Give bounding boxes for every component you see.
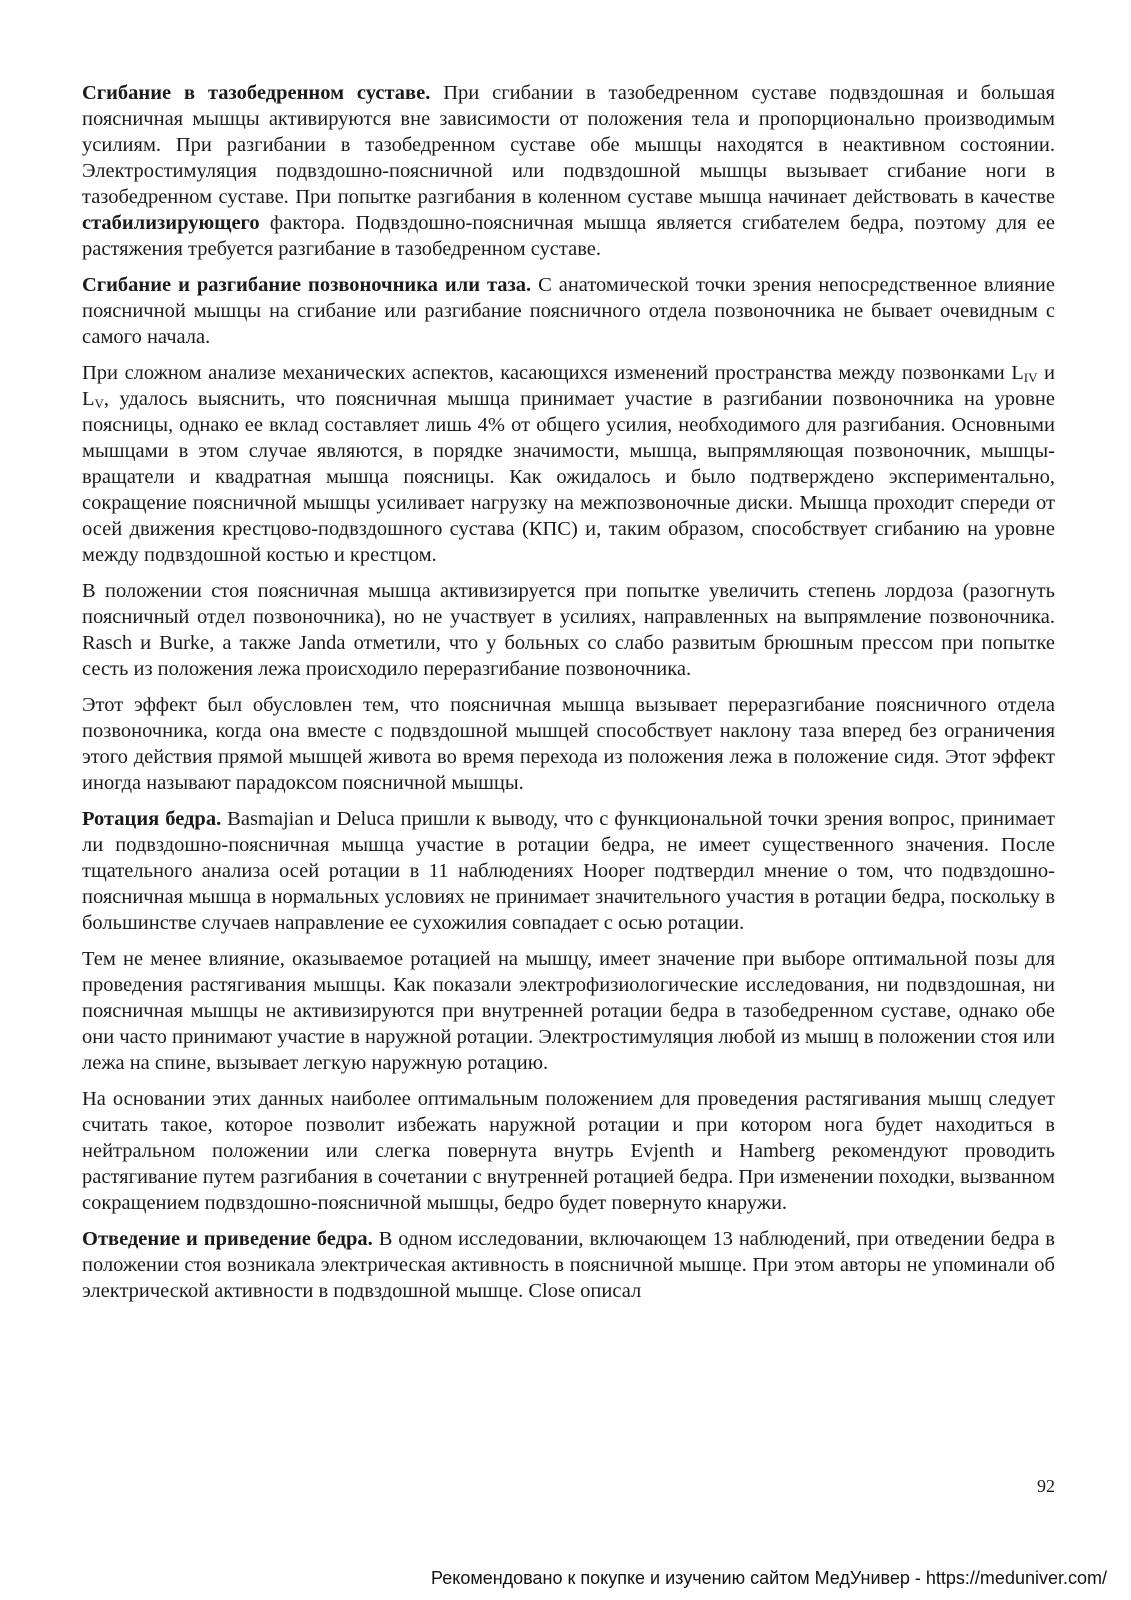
paragraph-text: и L [82,362,1055,410]
emphasis-text: стабилизирующего [82,212,260,234]
paragraph-text: , удалось выяснить, что поясничная мышца принимает участие в разгибании позвоночника на уровне поясницы, однако ее вклад составляет лишь 4% от общего усилия, необходимого для разгибания. Основными мышцами в этом случае являются, в порядке значимости, мышца, выпрямляющая позвоночник, мышцы-вращатели и квадратная мышца поясницы. Как ожидалось и было подтверждено экспериментально, сокращение поясничной мышцы усиливает нагрузку на межпозвоночные диски. Мышца проходит спереди от осей движения крестцово-подвздошного сустава (КПС) и, таким образом, способствует сгибанию на уровне между подвздошной костью и крестцом. [82,388,1055,566]
page-number: 92 [1037,1476,1055,1496]
paragraph-heading: Сгибание и разгибание позвоночника или таза. [82,274,532,296]
footer-text: Рекомендовано к покупке и изучению сайтом МедУнивер - [431,1568,926,1588]
subscript: V [94,396,104,411]
paragraph-text: В положении стоя поясничная мышца активизируется при попытке увеличить степень лордоза (разогнуть поясничный отдел позвоночника), но не участвует в усилиях, направленных на выпрямление позвоночника. Rasch и Burke, а также Janda отметили, что у больных со слабо развитым брюшным прессом при попытке сесть из положения лежа происходило переразгибание позвоночника. [82,580,1055,680]
paragraph-hip-rotation [82,806,1055,936]
paragraph-hip-flexion [82,80,1055,262]
paragraph-text: Basmajian и Deluca пришли к выводу, что с функциональной точки зрения вопрос, принимает ли подвздошно-поясничная мышца участие в ротации бедра, не имеет существенного значения. После тщательного анализа осей ротации в 11 наблюдениях Hooper подтвердил мнение о том, что подвздошно-поясничная мышца в нормальных условиях не принимает значительного участия в ротации бедра, поскольку в большинстве случаев направление ее сухожилия совпадает с осью ротации. [82,808,1055,934]
paragraph-stretching-position [82,1086,1055,1216]
paragraph-text: Этот эффект был обусловлен тем, что поясничная мышца вызывает переразгибание поясничного отдела позвоночника, когда она вместе с подвздошной мышцей способствует наклону таза вперед без ограничения этого действия прямой мышцей живота во время перехода из положения лежа в положение сидя. Этот эффект иногда называют парадоксом поясничной мышцы. [82,694,1055,794]
paragraph-standing-position [82,578,1055,682]
paragraph-rotation-influence [82,946,1055,1076]
paragraph-hip-abduction [82,1226,1055,1304]
paragraph-mechanical-analysis [82,360,1055,568]
paragraph-text: фактора. Подвздошно-поясничная мышца является сгибателем бедра, поэтому для ее растяжения требуется разгибание в тазобедренном суставе. [82,212,1055,260]
paragraph-text: С анатомической точки зрения непосредственное влияние поясничной мышцы на сгибание или разгибание поясничного отдела позвоночника не бывает очевидным с самого начала. [82,274,1056,348]
document-body [82,80,1055,1314]
footer-recommendation [431,1568,1107,1589]
paragraph-heading: Сгибание в тазобедренном суставе. [82,82,431,104]
paragraph-heading: Отведение и приведение бедра. [82,1228,373,1250]
paragraph-spine-flexion [82,272,1055,350]
paragraph-psoas-paradox [82,692,1055,796]
paragraph-text: В одном исследовании, включающем 13 наблюдений, при отведении бедра в положении стоя возникала электрическая активность в поясничной мышце. При этом авторы не упоминали об электрической активности в подвздошной мышце. Close описал [82,1228,1055,1302]
footer-link[interactable]: https://meduniver.com/ [925,1568,1107,1588]
paragraph-heading: Ротация бедра. [82,808,222,830]
paragraph-text: На основании этих данных наиболее оптимальным положением для проведения растягивания мышц следует считать такое, которое позволит избежать наружной ротации и при котором нога будет находиться в нейтральном положении или слегка повернута внутрь Evjenth и Hamberg рекомендуют проводить растягивание путем разгибания в сочетании с внутренней ротацией бедра. При изменении походки, вызванном сокращением подвздошно-поясничной мышцы, бедро будет повернуто кнаружи. [82,1088,1055,1214]
paragraph-text: Тем не менее влияние, оказываемое ротацией на мышцу, имеет значение при выборе оптимальной позы для проведения растягивания мышцы. Как показали электрофизиологические исследования, ни подвздошная, ни поясничная мышцы не активизируются при внутренней ротации бедра в тазобедренном суставе, однако обе они часто принимают участие в наружной ротации. Электростимуляция любой из мышц в положении стоя или лежа на спине, вызывает легкую наружную ротацию. [82,948,1055,1074]
paragraph-text: При сгибании в тазобедренном суставе подвздошная и большая поясничная мышцы активируются вне зависимости от положения тела и пропорционально производимым усилиям. При разгибании в тазобедренном суставе обе мышцы находятся в неактивном состоянии. Электростимуляция подвздошно-поясничной или подвздошной мышцы вызывает сгибание ноги в тазобедренном суставе. При попытке разгибания в коленном суставе мышца начинает действовать в качестве [82,82,1055,208]
paragraph-text: При сложном анализе механических аспектов, касающихся изменений пространства между позвонками L [82,362,1024,384]
subscript: IV [1023,370,1038,385]
